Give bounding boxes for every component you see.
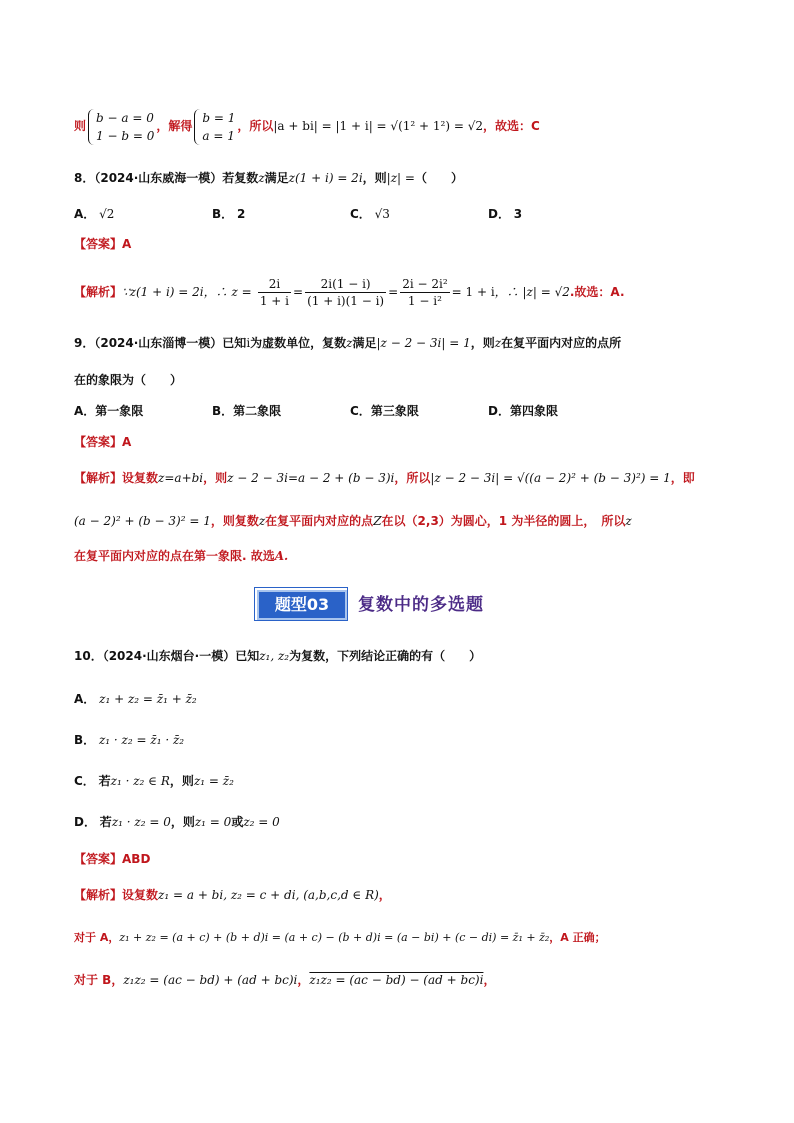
system-equations-2: b = 1 a = 1 <box>194 109 235 145</box>
q10-answer: 【答案】ABD <box>74 852 151 866</box>
q9-answer: 【答案】A <box>74 435 132 449</box>
q9-analysis-line1: 【解析】设复数z=a+bi，则z − 2 − 3i=a − 2 + (b − 3)i，所以|z − 2 − 3i| = √((a − 2)² + (b − 3)²) = 1，即 <box>74 471 695 485</box>
q9-stem-line1: 9．（2024·山东淄博一模）已知i为虚数单位，复数z满足|z − 2 − 3i| = 1，则z在复平面内对应的点所 <box>74 336 622 350</box>
q9-option-a: A．第一象限 <box>74 404 144 418</box>
q10-option-b: B． z₁ · z₂ = z̄₁ · z̄₂ <box>74 733 185 747</box>
q8-answer: 【答案】A <box>74 237 132 251</box>
q8-analysis: 【解析】∵z(1 + i) = 2i，∴ z = $\frac{2i}{1 + i}$ = $\frac{2i(1 - i)}{(1 + i)(1 - i)}$ = $\frac{\text{2i − 2i²}}{\text{1 − i²}}$ = 1 + i，∴ |z| = √2.故选：A. <box>74 277 625 308</box>
q8-option-a: A． √2 <box>74 207 115 221</box>
q10-option-c: C． 若z₁ · z₂ ∈ R，则z₁ = z̄₂ <box>74 774 234 788</box>
fraction-2: $\frac{2i(1 - i)}{(1 + i)(1 - i)}$ <box>307 277 385 308</box>
q10-analysis-line3: 对于 B，z₁z₂ = (ac − bd) + (ad + bc)i，z₁z₂ = (ac − bd) − (ad + bc)i， <box>74 973 496 987</box>
q9-analysis-line3: 在复平面内对应的点在第一象限. 故选A. <box>74 549 289 563</box>
q9-option-c: C．第三象限 <box>350 404 419 418</box>
q8-stem: 8．（2024·山东威海一模）若复数z满足z(1 + i) = 2i，则|z| =（ ） <box>74 171 463 185</box>
q10-analysis-line1: 【解析】设复数z₁ = a + bi, z₂ = c + di, (a,b,c,d ∈ R)， <box>74 888 391 902</box>
q10-option-d: D． 若z₁ · z₂ = 0，则z₁ = 0或z₂ = 0 <box>74 815 280 829</box>
q8-option-c: C． √3 <box>350 207 390 221</box>
system-equations-1: b − a = 0 1 − b = 0 <box>88 109 154 145</box>
q10-option-a: A． z₁ + z₂ = z̄₁ + z̄₂ <box>74 692 197 706</box>
q9-stem-line2: 在的象限为（ ） <box>74 373 183 387</box>
q7-conclusion: 则 b − a = 0 1 − b = 0 ，解得 b = 1 a = 1 ，所以|a + bi| = |1 + i| = √(1² + 1²) = √2，故选：C <box>74 110 540 143</box>
q10-stem: 10．（2024·山东烟台·一模）已知z₁, z₂为复数，下列结论正确的有（ ） <box>74 649 482 663</box>
q9-analysis-line2: (a − 2)² + (b − 3)² = 1，则复数z在复平面内对应的点Z在以（2,3）为圆心，1 为半径的圆上， 所以z <box>74 514 632 528</box>
section-title: 复数中的多选题 <box>358 595 484 615</box>
fraction-1: $\frac{2i}{1 + i}$ <box>259 277 290 308</box>
fraction-3: $\frac{\text{2i − 2i²}}{\text{1 − i²}}$ <box>402 277 448 308</box>
section-badge: 题型03 <box>257 590 347 620</box>
q8-option-d: D． 3 <box>488 207 523 221</box>
q8-option-b: B． 2 <box>212 207 246 221</box>
q9-option-b: B．第二象限 <box>212 404 282 418</box>
q10-analysis-line2: 对于 A，z₁ + z₂ = (a + c) + (b + d)i = (a + c) − (b + d)i = (a − bi) + (c − di) = z̄₁ + z̄₂，A 正确； <box>74 931 606 944</box>
q9-option-d: D．第四象限 <box>488 404 558 418</box>
